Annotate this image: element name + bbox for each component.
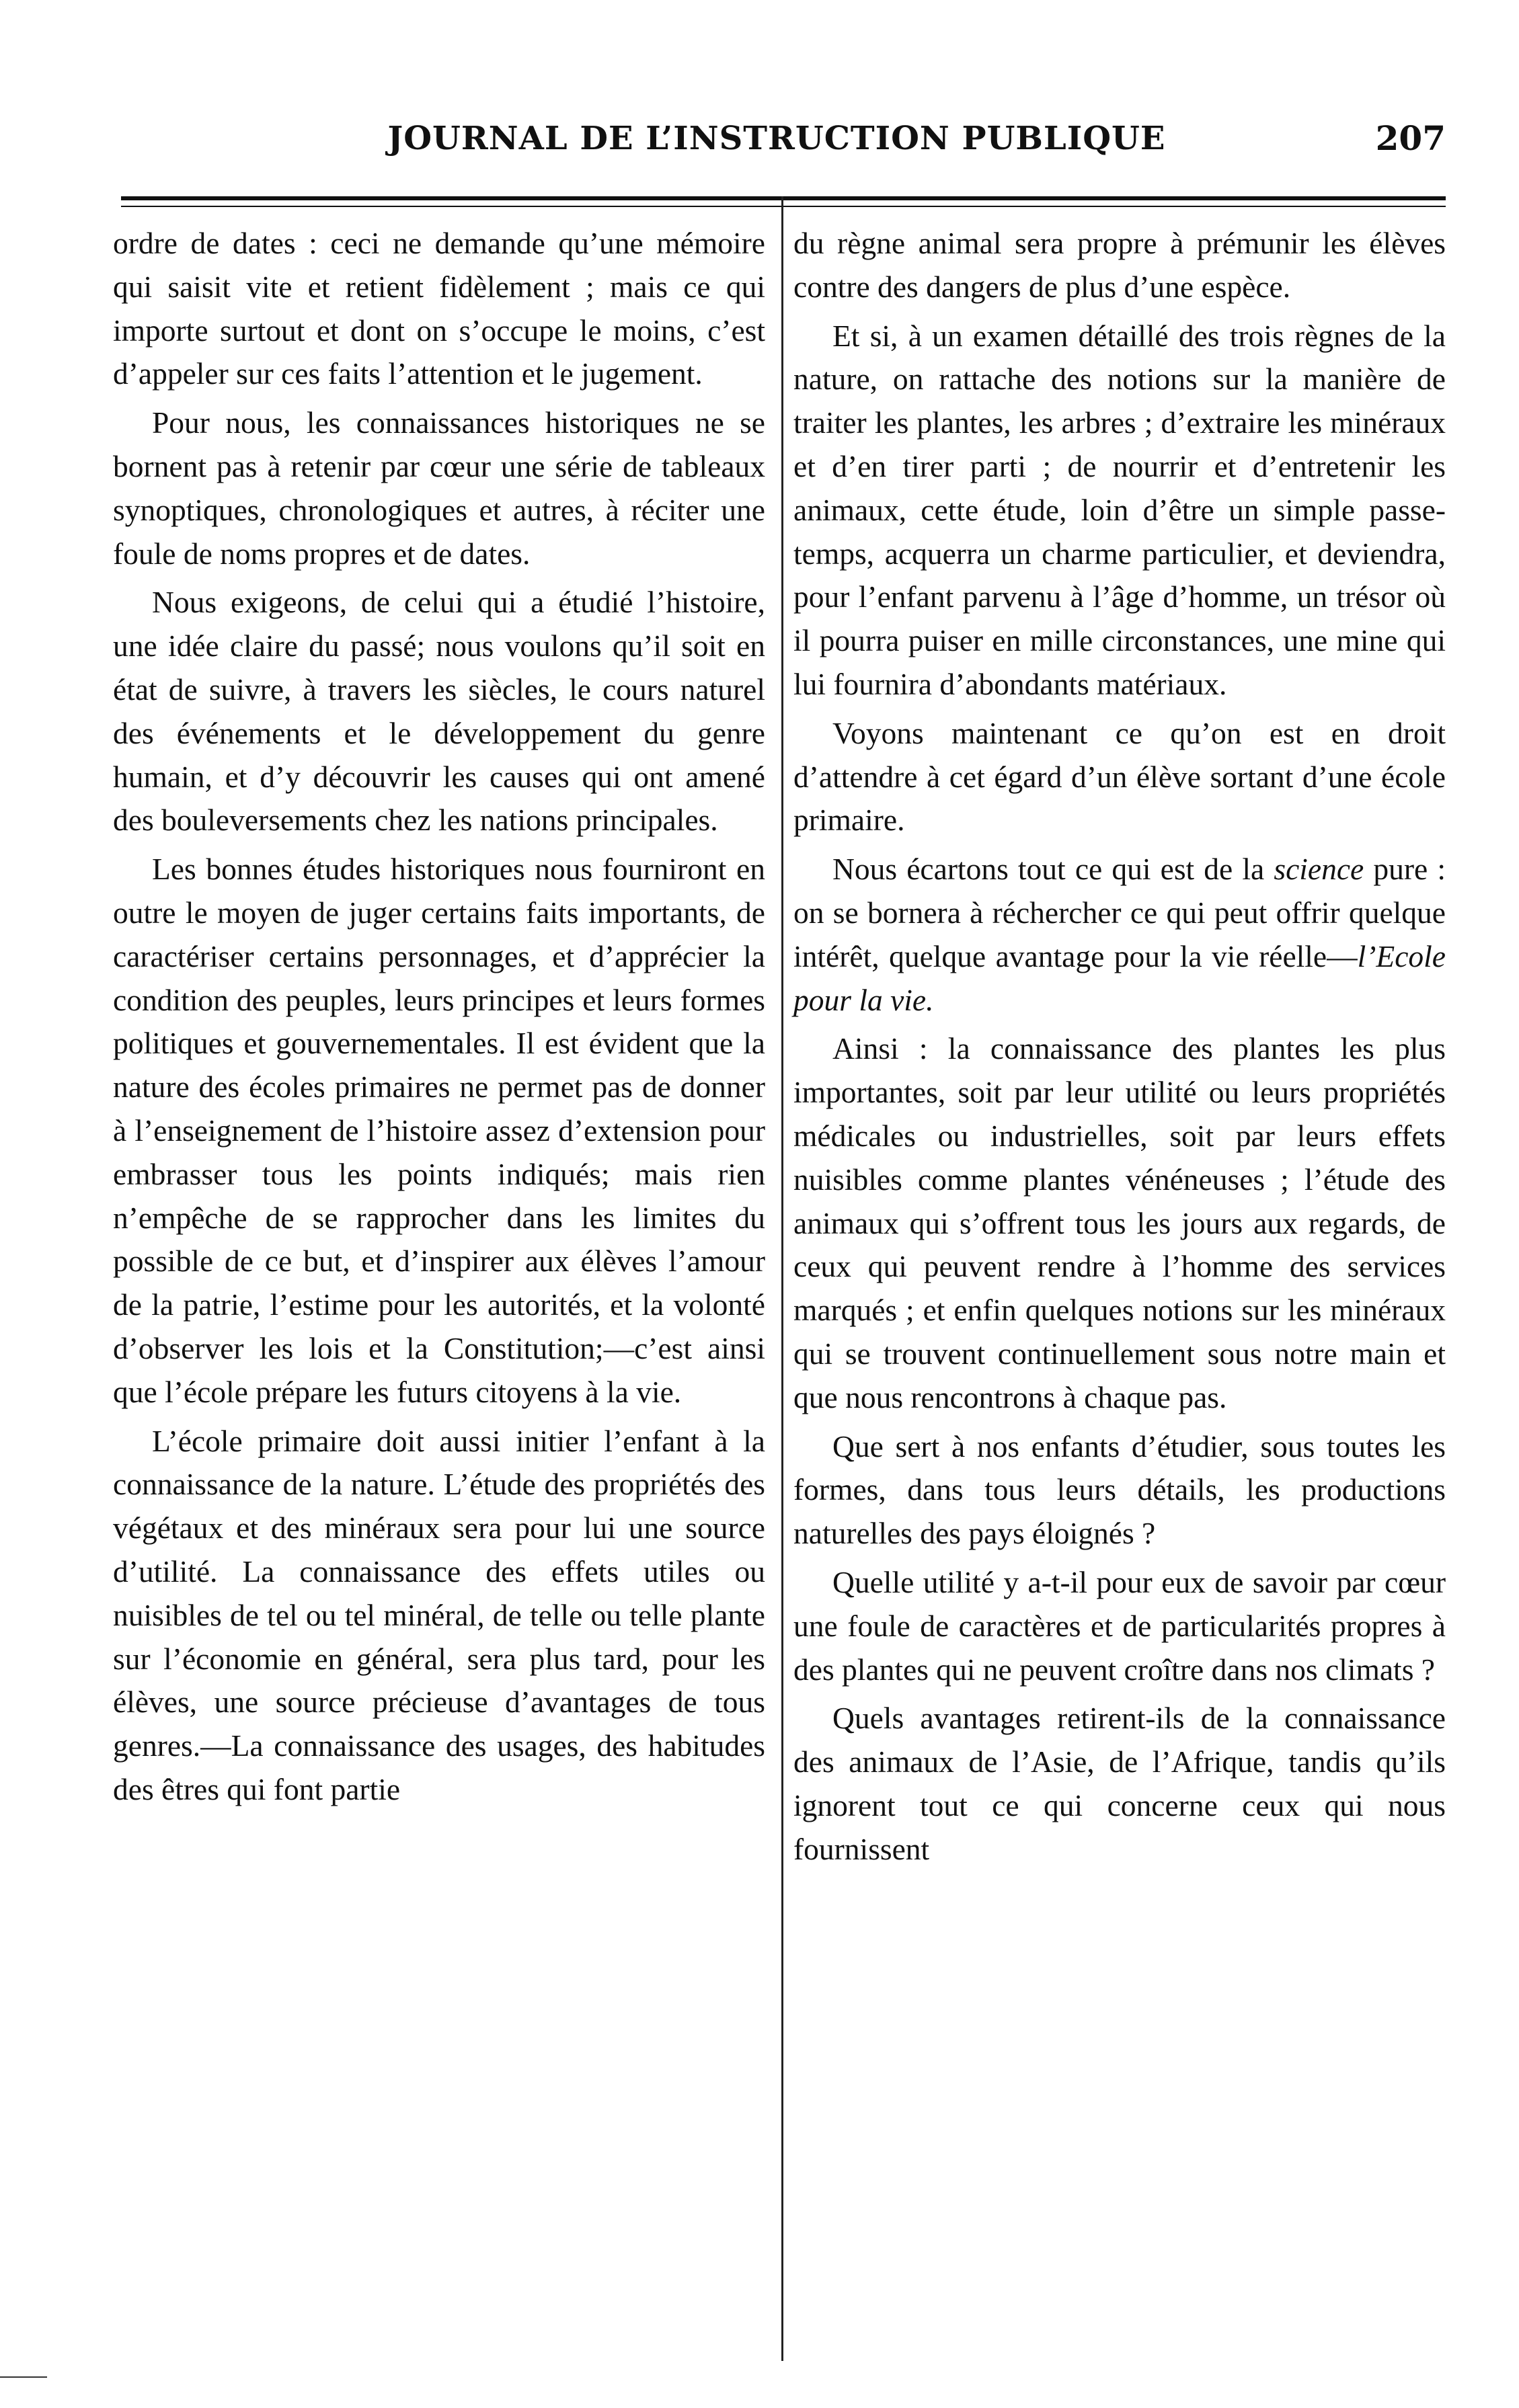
italic-term: science [1274, 852, 1364, 887]
margin-mark [0, 2376, 47, 2378]
paragraph-text: pure : on se bornera à réchercher ce qui peut offrir quelque intérêt, quelque avantage pour la vie réelle— [793, 852, 1446, 973]
paragraph: Et si, à un examen détaillé des trois règnes de la nature, on rattache des notions sur la manière de traiter les plantes, les arbres ; d’extraire les minéraux et d’en tirer parti ; de nourrir et d’entretenir les animaux, cette étude, loin d’être un simple passe-temps, acquerra un charme particulier, et deviendra, pour l’enfant parvenu à l’âge d’homme, un trésor où il pourra puiser en mille circonstances, une mine qui lui fournira d’abondants matériaux. [793, 318, 1446, 701]
paragraph: Ainsi : la connaissance des plantes les plus importantes, soit par leur utilité ou leurs propriétés médicales ou industrielles, soit par leurs effets nuisibles comme plantes vénéneuses ; l’étude des animaux qui s’offrent tous les jours aux regards, de ceux qui peuvent rendre à l’homme des services marqués ; et enfin quelques notions sur les minéraux qui se trouvent continuellement sous notre main et que nous rencontrons à chaque pas. [793, 1031, 1446, 1414]
page-number: 207 [1375, 118, 1446, 158]
paragraph-text: Nous écartons tout ce qui est de la [832, 852, 1265, 887]
column-divider [781, 196, 783, 2361]
paragraph: Quelle utilité y a-t-il pour eux de savoir par cœur une foule de caractères et de particularités propres à des plantes qui ne peuvent croître dans nos climats ? [793, 1564, 1446, 1687]
paragraph: du règne animal sera propre à prémunir les élèves contre des dangers de plus d’une espèce. [793, 226, 1446, 304]
running-title: JOURNAL DE L’INSTRUCTION PUBLIQUE [387, 120, 1166, 157]
paragraph: Voyons maintenant ce qu’on est en droit d’attendre à cet égard d’un élève sortant d’une école primaire. [793, 715, 1446, 838]
italic-motto: l’Ecole pour la vie. [793, 938, 1446, 1017]
left-column [113, 222, 765, 1817]
header-rule-thick [121, 196, 1446, 200]
right-column [793, 222, 1446, 1876]
paragraph: Nous exigeons, de celui qui a étudié l’histoire, une idée claire du passé; nous voulons qu’il soit en état de suivre, à travers les siècles, le cours naturel des événements et le développement du genre humain, et d’y découvrir les causes qui ont amené des bouleversements chez les nations principales. [113, 585, 765, 838]
paragraph: Les bonnes études historiques nous fourniront en outre le moyen de juger certains faits importants, de caractériser certains personnages, et d’apprécier la condition des peuples, leurs principes et leurs formes politiques et gouvernementales. Il est évident que la nature des écoles primaires ne permet pas de donner à l’enseignement de l’histoire assez d’extension pour embrasser tous les points indiqués; mais rien n’empêche de se rapprocher dans les limites du possible de ce but, et d’inspirer aux élèves l’amour de la patrie, l’estime pour les autorités, et la volonté d’observer les lois et la Constitution;—c’est ainsi que l’école prépare les futurs citoyens à la vie. [113, 852, 765, 1409]
paragraph [793, 848, 1446, 1022]
paragraph: Quels avantages retirent-ils de la connaissance des animaux de l’Asie, de l’Afrique, tandis qu’ils ignorent tout ce qui concerne ceux qui nous fournissent [793, 1701, 1446, 1866]
page-header [108, 101, 1446, 175]
paragraph: L’école primaire doit aussi initier l’enfant à la connaissance de la nature. L’étude des propriétés des végétaux et des minéraux sera pour lui une source d’utilité. La connaissance des effets utiles ou nuisibles de tel ou tel minéral, de telle ou telle plante sur l’économie en général, sera plus tard, pour les élèves, une source précieuse d’avantages de tous genres.—La connaissance des usages, des habitudes des êtres qui font partie [113, 1423, 765, 1806]
paragraph: Que sert à nos enfants d’étudier, sous toutes les formes, dans tous leurs détails, les productions naturelles des pays éloignés ? [793, 1429, 1446, 1551]
header-rule-thin [121, 206, 1446, 207]
paragraph: ordre de dates : ceci ne demande qu’une mémoire qui saisit vite et retient fidèlement ; mais ce qui importe surtout et dont on s’occupe le moins, c’est d’appeler sur ces faits l’attention et le jugement. [113, 226, 765, 391]
paragraph: Pour nous, les connaissances historiques ne se bornent pas à retenir par cœur une série de tableaux synoptiques, chronologiques et autres, à réciter une foule de noms propres et de dates. [113, 405, 765, 571]
